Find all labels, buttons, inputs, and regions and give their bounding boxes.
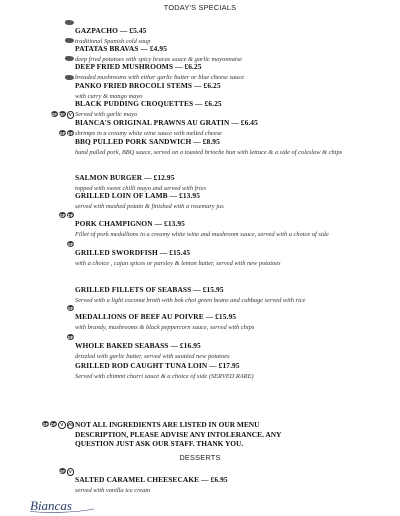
menu-item-description: drizzled with garlic butter, served with sautéed new potatoes [75, 353, 230, 360]
dietary-icons [59, 130, 74, 136]
gf-badge-icon: GF [59, 130, 66, 136]
dietary-icons [59, 212, 74, 218]
dietary-icons [65, 37, 74, 43]
menu-item [75, 183, 393, 211]
chili-icon [65, 20, 74, 25]
dietary-icons [67, 241, 74, 247]
menu-item-description: with curry & mango mayo [75, 93, 143, 100]
menu-item-name: GRILLED SWORDFISH — £15.45 [75, 248, 191, 257]
menu-item-description: deep fried potatoes with spicy bravas sauce & garlic mayonnaise [75, 56, 243, 63]
menu-item-name: GRILLED ROD CAUGHT TUNA LOIN — £17.95 [75, 361, 240, 370]
biancas-logo [28, 496, 98, 514]
gf-badge-icon: GF [59, 212, 66, 218]
note-line-2: DESCRIPTION, PLEASE ADVISE ANY INTOLERANCE. ANY [75, 429, 282, 439]
menu-item-description: Fillet of pork medallions in a creamy white wine and mushroom sauce, served with a choice of side [75, 231, 329, 238]
menu-item-name: BBQ PULLED PORK SANDWICH — £8.95 [75, 137, 220, 146]
chili-icon [65, 38, 74, 43]
menu-item-description: with a choice , cajun spices or parsley & lemon butter, served with new potatoes [75, 260, 281, 267]
menu-item-name: PORK CHAMPIGNON — £13.95 [75, 219, 185, 228]
menu-item-name: GRILLED LOIN OF LAMB — £13.95 [75, 191, 200, 200]
logo-text: Biancas [30, 498, 72, 513]
menu-item-name: PANKO FRIED BROCOLI STEMS — £6.25 [75, 81, 221, 90]
menu-item-description: with brandy, mushrooms & black peppercorn sauce, served with chips [75, 324, 255, 331]
df-badge-icon: DF [67, 212, 74, 218]
allergen-note [42, 420, 393, 449]
menu-item-description: shrimps in a creamy white wine sauce with melted cheese [75, 130, 222, 137]
todays-specials-heading: TODAY'S SPECIALS [163, 3, 237, 12]
dietary-icons [65, 19, 74, 25]
chili-icon [65, 75, 74, 80]
dietary-icons [65, 74, 74, 80]
gf-badge-icon: GF [67, 241, 74, 247]
gf-badge-icon: GF [67, 334, 74, 340]
menu-item-description: Served with chimmi churri sauce & a choice of side (SERVED RARE) [75, 373, 254, 380]
menu-item-name: GAZPACHO — £5.45 [75, 26, 147, 35]
menu-item-name: WHOLE BAKED SEABASS — £16.95 [75, 341, 201, 350]
menu-item-name: GRILLED FILLETS OF SEABASS — £15.95 [75, 285, 224, 294]
menu-item [75, 353, 393, 381]
menu-item [59, 129, 393, 157]
note-icons [42, 421, 74, 429]
note-line-3: QUESTION JUST ASK OUR STAFF. THANK YOU. [75, 439, 244, 449]
menu-item [59, 467, 393, 495]
dietary-icons [51, 111, 75, 119]
menu-item-name: SALMON BURGER — £12.95 [75, 173, 175, 182]
gf-badge-icon: GF [51, 111, 57, 117]
dietary-icons [67, 334, 74, 340]
df-badge-icon: DF [59, 111, 65, 117]
dietary-icons [59, 468, 75, 476]
menu-item [67, 240, 393, 268]
df-badge-icon: DF [67, 130, 74, 136]
dietary-icons [67, 305, 74, 311]
menu-item [75, 277, 393, 305]
menu-item-description: served with vanilla ice cream [75, 487, 151, 494]
note-line-1: NOT ALL INGREDIENTS ARE LISTED IN OUR MENU [75, 420, 260, 429]
menu-item-description: Served with garlic mayo [75, 111, 138, 118]
menu-item [67, 304, 393, 332]
menu-item-name: BLACK PUDDING CROQUETTES — £6.25 [75, 99, 222, 108]
menu-item-description: traditional Spanish cold soup [75, 38, 151, 45]
gf-badge-icon: GF [59, 468, 65, 474]
v-badge-icon: V [67, 111, 75, 119]
desserts-heading: DESSERTS [179, 453, 221, 462]
gf-badge-icon: GF [67, 305, 74, 311]
menu-item-name: DEEP FRIED MUSHROOMS — £6.25 [75, 62, 202, 71]
menu-item-description: topped with sweet chilli mayo and served with fries [75, 185, 206, 192]
menu-item-name: SALTED CARAMEL CHEESECAKE — £6.95 [75, 475, 228, 484]
v-badge-icon: V [58, 421, 66, 429]
vg-badge-icon: VG [67, 422, 74, 428]
df-badge-icon: DF [50, 421, 57, 427]
menu-item-description: served with mashed potato & finished with a rosemary jus [75, 203, 224, 210]
chili-icon [65, 56, 74, 61]
menu-item-name: BIANCA'S ORIGINAL PRAWNS AU GRATIN — £6.45 [75, 118, 258, 127]
menu-item-name: PATATAS BRAVAS — £4.95 [75, 44, 167, 53]
menu-item-description: hand pulled pork, BBQ sauce, served on a toasted brioche bun with lettuce & a side of coleslaw & chips [75, 149, 343, 156]
menu-item-description: Served with a light coconut broth with bok choi green beans and cabbage served with rice [75, 297, 306, 304]
menu-item [59, 211, 393, 239]
menu-item-description: breaded mushrooms with either garlic butter or blue cheese sauce [75, 74, 245, 81]
v-badge-icon: V [67, 468, 75, 476]
gf-badge-icon: GF [42, 421, 49, 427]
menu-item-name: MEDALLIONS OF BEEF AU POIVRE — £15.95 [75, 312, 237, 321]
dietary-icons [65, 55, 74, 61]
